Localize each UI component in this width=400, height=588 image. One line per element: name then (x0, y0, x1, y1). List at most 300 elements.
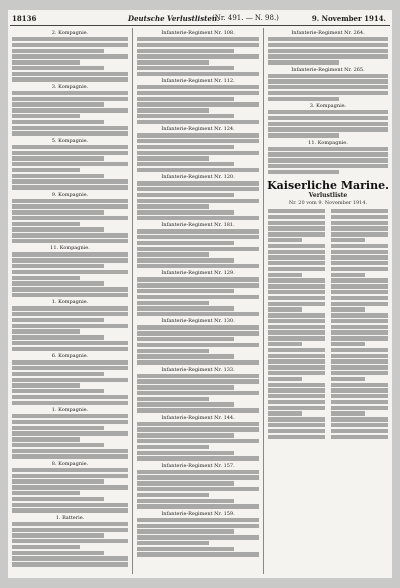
text-line (137, 391, 259, 395)
text-line (331, 377, 365, 381)
section-heading: Infanterie-Regiment Nr. 130. (161, 318, 235, 325)
text-line (268, 377, 302, 381)
text-line (12, 114, 80, 118)
text-line (137, 541, 209, 545)
marine-subtitle: Verlustliste (308, 192, 348, 200)
text-line (12, 508, 128, 512)
text-line (137, 139, 259, 143)
text-line (12, 395, 128, 399)
text-line (12, 479, 104, 483)
marine-date-line: Nr. 20 vom 9. November 1914. (288, 200, 368, 207)
text-line (137, 379, 259, 383)
section-heading: 2. Kompagnie. (51, 30, 89, 36)
text-line (137, 397, 209, 401)
text-line (268, 284, 325, 288)
text-line (268, 226, 325, 230)
text-line (268, 152, 388, 156)
text-line (137, 301, 209, 305)
text-line (12, 72, 128, 76)
text-line (331, 325, 388, 329)
text-line (137, 337, 234, 341)
text-line (137, 547, 234, 551)
text-line (12, 168, 80, 172)
text-line (137, 312, 259, 316)
text-line (12, 431, 128, 435)
column-divider (263, 28, 264, 574)
text-line (268, 435, 325, 439)
text-line (331, 359, 388, 363)
text-line (331, 273, 365, 277)
text-line (12, 426, 104, 430)
text-line (12, 108, 128, 112)
text-line (268, 164, 388, 168)
page-title: Deutsche Verlustlisten. (128, 14, 220, 23)
text-line (331, 296, 388, 300)
text-line (137, 408, 259, 412)
text-line (12, 491, 80, 495)
text-line (331, 261, 388, 265)
text-line (12, 324, 128, 328)
text-line (137, 162, 234, 166)
text-line (268, 255, 325, 259)
issue-date: 9. November 1914. (311, 14, 386, 23)
text-line (12, 293, 128, 297)
text-line (12, 145, 128, 149)
text-line (268, 429, 325, 433)
text-line (137, 210, 234, 214)
text-line (137, 283, 259, 287)
text-line (331, 232, 388, 236)
text-line (268, 91, 388, 95)
text-line (12, 199, 128, 203)
text-line (268, 411, 302, 415)
text-line (268, 313, 325, 317)
section-heading: 1. Kompagnie. (51, 299, 89, 306)
text-line (12, 162, 128, 166)
text-line (137, 499, 234, 503)
text-line (12, 66, 104, 70)
text-line (268, 400, 325, 404)
text-line (137, 535, 259, 539)
text-line (268, 74, 388, 78)
text-line (137, 156, 209, 160)
text-line (268, 209, 325, 213)
text-line (268, 97, 339, 101)
text-line (12, 437, 80, 441)
section-heading: Infanterie-Regiment Nr. 264. (291, 30, 365, 36)
text-line (12, 174, 104, 178)
text-line (12, 528, 128, 532)
text-line (137, 481, 234, 485)
text-line (268, 37, 388, 41)
text-line (137, 247, 259, 251)
text-line (12, 318, 104, 322)
text-line (137, 433, 234, 437)
text-line (12, 204, 128, 208)
text-line (12, 562, 128, 566)
text-line (12, 49, 104, 53)
text-line (12, 414, 128, 418)
section-heading: Infanterie-Regiment Nr. 124. (161, 126, 235, 133)
text-line (331, 250, 388, 254)
text-line (12, 270, 128, 274)
section-heading: Infanterie-Regiment Nr. 108. (161, 30, 235, 36)
section-heading: 6. Kompagnie. (51, 353, 89, 360)
text-line (12, 54, 128, 58)
text-line (12, 120, 104, 124)
text-line (12, 372, 104, 376)
text-line (137, 216, 259, 220)
text-line (12, 347, 128, 351)
text-line (12, 401, 128, 405)
text-line (137, 360, 259, 364)
text-line (12, 185, 128, 189)
text-line (137, 145, 234, 149)
text-line (137, 493, 209, 497)
text-line (12, 545, 80, 549)
text-line (137, 343, 259, 347)
text-line (12, 474, 128, 478)
text-line (268, 110, 388, 114)
text-line (268, 394, 325, 398)
text-line (12, 443, 104, 447)
text-line (12, 227, 104, 231)
text-line (331, 313, 388, 317)
text-line (137, 204, 209, 208)
text-line (137, 504, 259, 508)
text-line (137, 108, 209, 112)
text-line (12, 306, 128, 310)
text-line (12, 360, 128, 364)
text-line (137, 445, 209, 449)
text-line (268, 267, 325, 271)
text-line (331, 406, 388, 410)
section-heading: Infanterie-Regiment Nr. 120. (161, 174, 235, 181)
text-line (137, 349, 209, 353)
text-line (137, 114, 234, 118)
text-line (331, 278, 388, 282)
text-line (137, 66, 234, 70)
text-line (268, 147, 388, 151)
text-line (137, 102, 259, 106)
text-line (12, 383, 80, 387)
text-line (268, 354, 325, 358)
text-line (268, 423, 325, 427)
text-column-3 (267, 28, 389, 574)
section-heading: Infanterie-Regiment Nr. 112. (161, 78, 235, 85)
text-line (12, 37, 128, 41)
text-line (12, 389, 104, 393)
text-line (12, 366, 128, 370)
text-line (331, 284, 388, 288)
text-line (12, 156, 104, 160)
section-heading: Infanterie-Regiment Nr. 144. (161, 414, 235, 421)
section-heading: 11. Kompagnie. (308, 139, 348, 146)
text-line (12, 151, 128, 155)
text-line (268, 43, 388, 47)
text-line (331, 383, 388, 387)
text-line (137, 524, 259, 528)
text-line (137, 422, 259, 426)
text-line (331, 411, 365, 415)
marine-title: Kaiserliche Marine. (267, 179, 389, 193)
text-line (137, 470, 259, 474)
marine-list-left (267, 209, 326, 440)
page-header (10, 14, 390, 24)
text-line (137, 456, 259, 460)
text-line (331, 429, 388, 433)
text-line (12, 126, 128, 130)
text-line (12, 281, 104, 285)
section-heading: Infanterie-Regiment Nr. 265. (291, 66, 365, 73)
text-line (268, 359, 325, 363)
text-line (268, 406, 325, 410)
text-line (12, 454, 128, 458)
text-line (268, 342, 302, 346)
text-line (268, 290, 325, 294)
text-line (268, 79, 388, 83)
text-line (268, 325, 325, 329)
text-line (268, 417, 325, 421)
text-line (12, 497, 104, 501)
text-line (137, 37, 259, 41)
text-line (331, 290, 388, 294)
text-line (268, 232, 325, 236)
text-line (331, 215, 388, 219)
text-line (137, 199, 259, 203)
text-line (12, 97, 128, 101)
text-line (137, 241, 234, 245)
text-line (12, 312, 128, 316)
text-line (137, 552, 259, 556)
text-line (137, 295, 259, 299)
text-line (12, 378, 128, 382)
text-line (268, 383, 325, 387)
text-line (12, 468, 128, 472)
text-line (137, 193, 234, 197)
text-line (331, 330, 388, 334)
text-line (12, 43, 128, 47)
text-line (137, 120, 259, 124)
text-line (12, 60, 80, 64)
marine-list (267, 209, 389, 440)
text-line (12, 420, 128, 424)
text-line (12, 252, 128, 256)
text-line (12, 216, 128, 220)
text-line (137, 235, 259, 239)
text-line (268, 388, 325, 392)
text-line (12, 503, 128, 507)
text-line (331, 238, 365, 242)
text-line (268, 221, 325, 225)
text-line (12, 522, 128, 526)
text-line (268, 278, 325, 282)
text-line (137, 374, 259, 378)
issue-number: (Nr. 491. — N. 98.) (212, 14, 279, 22)
text-line (12, 258, 128, 262)
text-line (331, 319, 388, 323)
text-line (137, 49, 234, 53)
text-line (268, 158, 388, 162)
text-line (268, 261, 325, 265)
text-line (268, 302, 325, 306)
text-line (137, 487, 259, 491)
text-line (331, 221, 388, 225)
section-heading: Infanterie-Regiment Nr. 129. (161, 270, 235, 277)
text-line (137, 168, 259, 172)
text-line (137, 518, 259, 522)
text-line (331, 365, 388, 369)
text-line (137, 451, 234, 455)
text-line (12, 276, 80, 280)
text-line (268, 133, 339, 137)
text-line (331, 394, 388, 398)
text-line (137, 54, 259, 58)
text-line (137, 331, 259, 335)
text-line (331, 209, 388, 213)
text-line (137, 354, 234, 358)
text-line (12, 341, 128, 345)
newspaper-page (8, 10, 392, 578)
text-line (268, 85, 388, 89)
text-line (12, 539, 128, 543)
section-heading: Infanterie-Regiment Nr. 157. (161, 462, 235, 469)
text-line (268, 371, 325, 375)
text-line (137, 229, 259, 233)
text-line (268, 336, 325, 340)
text-line (268, 238, 302, 242)
text-line (268, 54, 388, 58)
section-heading: Infanterie-Regiment Nr. 133. (161, 366, 235, 373)
text-line (268, 215, 325, 219)
text-line (137, 385, 234, 389)
text-line (12, 556, 128, 560)
text-line (12, 287, 128, 291)
text-line (137, 252, 209, 256)
text-line (331, 417, 388, 421)
text-line (331, 371, 388, 375)
text-line (137, 91, 259, 95)
text-line (12, 485, 128, 489)
text-line (12, 239, 128, 243)
text-line (137, 60, 209, 64)
section-heading: 3. Kompagnie. (309, 103, 347, 110)
text-line (12, 335, 104, 339)
text-line (137, 264, 259, 268)
text-line (268, 319, 325, 323)
text-line (137, 187, 259, 191)
text-line (331, 348, 388, 352)
text-line (331, 255, 388, 259)
text-line (12, 222, 80, 226)
text-line (12, 131, 128, 135)
text-line (137, 72, 259, 76)
column-divider (132, 28, 133, 574)
text-line (137, 475, 259, 479)
section-heading: 3. Kompagnie. (51, 83, 89, 90)
text-line (268, 330, 325, 334)
section-heading: 9. Kompagnie. (51, 191, 89, 198)
text-line (137, 85, 259, 89)
text-line (12, 329, 80, 333)
text-line (331, 400, 388, 404)
header-rule (10, 25, 390, 26)
text-line (331, 267, 388, 271)
text-line (268, 122, 388, 126)
text-line (268, 250, 325, 254)
text-line (137, 325, 259, 329)
text-column-2 (136, 28, 260, 574)
text-line (331, 435, 388, 439)
text-line (268, 170, 339, 174)
text-line (12, 551, 104, 555)
text-column-1 (11, 28, 129, 574)
marine-list-right (330, 209, 389, 440)
text-line (331, 388, 388, 392)
text-line (137, 43, 259, 47)
text-line (137, 151, 259, 155)
text-line (12, 533, 104, 537)
text-line (268, 273, 302, 277)
text-line (331, 342, 365, 346)
marine-section-heading (267, 180, 389, 206)
text-line (331, 244, 388, 248)
text-line (137, 402, 234, 406)
text-line (331, 423, 388, 427)
text-line (268, 49, 388, 53)
section-heading: 1. Kompagnie. (51, 407, 89, 414)
text-line (268, 365, 325, 369)
text-line (331, 336, 388, 340)
text-line (12, 233, 128, 237)
text-line (268, 127, 388, 131)
section-heading: 5. Kompagnie. (51, 137, 89, 144)
text-line (137, 181, 259, 185)
text-line (268, 244, 325, 248)
text-line (12, 210, 104, 214)
text-line (12, 179, 128, 183)
text-line (331, 307, 365, 311)
text-line (137, 306, 234, 310)
text-line (137, 289, 234, 293)
section-heading: 11. Kompagnie. (50, 245, 90, 252)
text-line (137, 277, 259, 281)
text-line (268, 307, 302, 311)
text-line (12, 91, 128, 95)
text-line (12, 449, 128, 453)
text-line (12, 264, 104, 268)
text-line (137, 529, 234, 533)
section-heading: Infanterie-Regiment Nr. 159. (161, 510, 235, 517)
section-heading: Infanterie-Regiment Nr. 181. (161, 222, 235, 229)
text-line (137, 427, 259, 431)
text-line (137, 133, 259, 137)
text-line (331, 302, 388, 306)
text-line (12, 102, 104, 106)
text-line (268, 348, 325, 352)
text-line (137, 439, 259, 443)
section-heading: 8. Kompagnie. (51, 460, 89, 467)
section-heading: 1. Batterie. (55, 514, 85, 521)
text-line (137, 97, 234, 101)
text-line (268, 296, 325, 300)
column-3-upper (267, 30, 389, 174)
text-line (268, 60, 339, 64)
text-line (137, 258, 234, 262)
text-line (331, 354, 388, 358)
page-number: 18136 (12, 14, 37, 23)
text-line (12, 77, 128, 81)
